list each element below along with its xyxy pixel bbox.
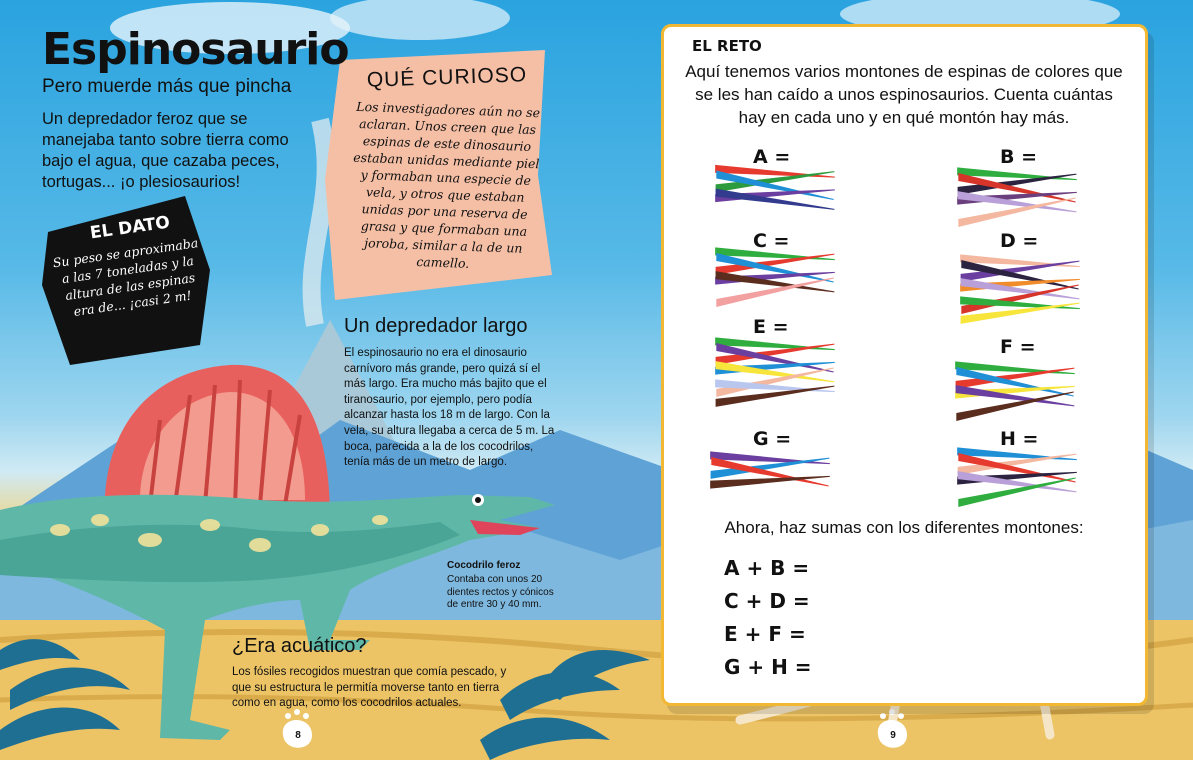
curioso-title: QUÉ CURIOSO xyxy=(366,63,528,92)
sum-cd: C + D = xyxy=(724,589,810,613)
pile-b xyxy=(957,167,1077,227)
pile-h-label: H = xyxy=(1000,428,1039,450)
pile-b-label: B = xyxy=(1000,146,1038,168)
acuatico-title: ¿Era acuático? xyxy=(232,635,367,657)
pile-e-label: E = xyxy=(753,316,789,338)
reto-title: EL RETO xyxy=(692,37,762,55)
pile-f xyxy=(955,361,1075,421)
sums-intro: Ahora, haz sumas con los diferentes montones: xyxy=(724,518,1084,537)
pile-g-label: G = xyxy=(753,428,792,450)
pile-d xyxy=(960,254,1080,324)
pile-f-label: F = xyxy=(1000,336,1036,358)
pile-d-label: D = xyxy=(1000,230,1039,252)
reto-text: Aquí tenemos varios montones de espinas de colores que se les han caído a unos espinosaurios. Cuenta cuántas hay en cada uno y en qué montón hay más. xyxy=(685,62,1123,127)
intro-text: Un depredador feroz que se manejaba tanto sobre tierra como bajo el agua, que cazaba peces, tortugas... ¡o plesiosaurios! xyxy=(42,110,289,191)
pile-h xyxy=(957,447,1077,507)
pile-c xyxy=(715,247,835,307)
depredador-text: El espinosaurio no era el dinosaurio carnívoro más grande, pero quizá sí el más largo. Era mucho más bajito que el tiranosaurio, por ejemplo, pero podía alcanzar hasta los 18 m de largo. Con la vela, su altura llegaba a cerca de 5 m. La boca, parecida a la de los cocodrilos, tenía más de un metro de largo. xyxy=(344,347,555,469)
acuatico-text: Los fósiles recogidos muestran que comía pescado, y que su estructura le permitía moverse tanto en tierra como en agua, como los cocodrilos actuales. xyxy=(232,666,507,710)
sum-ab: A + B = xyxy=(724,556,810,580)
pile-a-label: A = xyxy=(753,146,791,168)
dato-text: Su peso se aproximaba a las 7 toneladas y la altura de las espinas era de... ¡casi 2 m! xyxy=(51,235,200,319)
cocodrilo-text: Contaba con unos 20 dientes rectos y cónicos de entre 30 y 40 mm. xyxy=(447,574,554,610)
page-title: Espinosaurio xyxy=(42,24,349,75)
sum-gh: G + H = xyxy=(724,655,812,679)
curioso-text: Los investigadores aún no se aclaran. Unos creen que las espinas de este dinosaurio estaban unidas mediante piel y formaban una especie de vela, y otros que estaban unidas por una reserva de grasa y que formaban una joroba, similar a la de un camello. xyxy=(353,98,541,271)
cocodrilo-title: Cocodrilo feroz xyxy=(447,560,521,571)
pile-c-label: C = xyxy=(753,230,790,252)
pile-a xyxy=(715,165,835,210)
pile-g xyxy=(710,451,830,488)
page-number-left: 8 xyxy=(295,730,301,741)
depredador-title: Un depredador largo xyxy=(344,315,528,337)
dato-title: EL DATO xyxy=(88,212,172,244)
sum-ef: E + F = xyxy=(724,622,806,646)
page-subtitle: Pero muerde más que pincha xyxy=(42,76,292,97)
page-number-right: 9 xyxy=(890,730,896,741)
pile-e xyxy=(715,337,835,407)
